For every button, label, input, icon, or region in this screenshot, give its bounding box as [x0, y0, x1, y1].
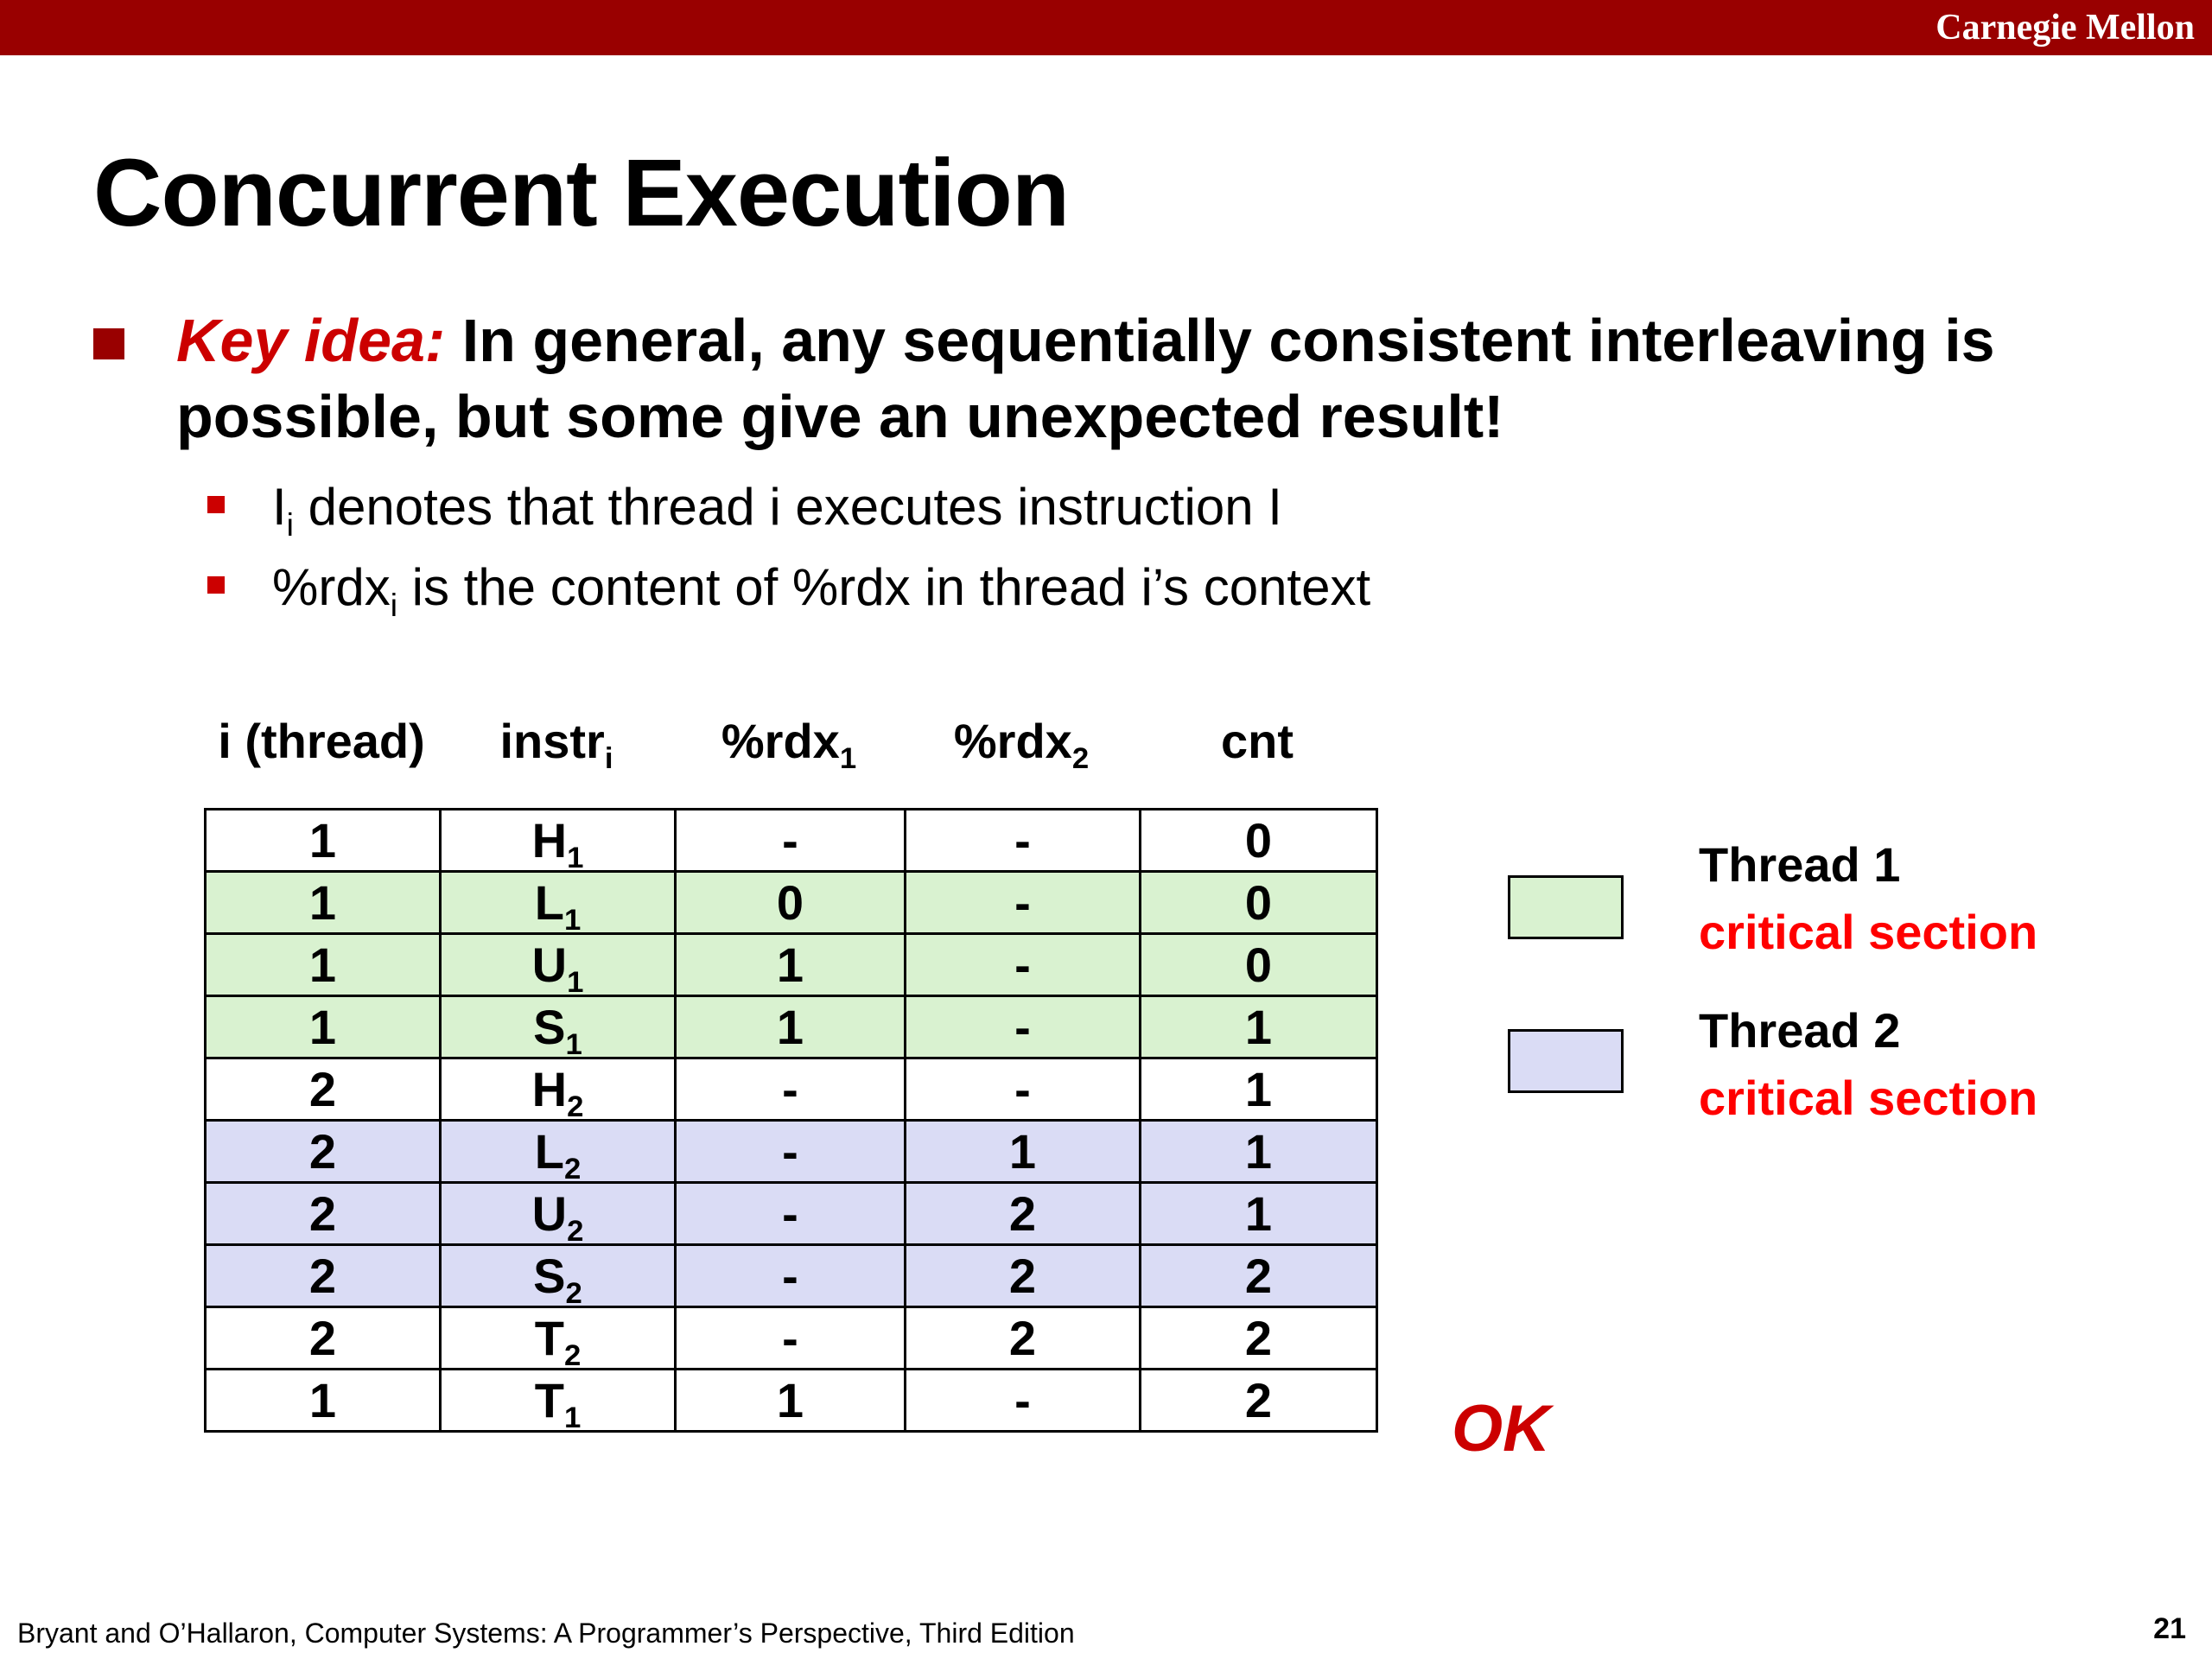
cell-rdx2: -	[906, 872, 1141, 934]
cell-rdx2: -	[906, 934, 1141, 996]
column-header-rdx2: %rdx$_2$	[953, 714, 1090, 776]
cell-instr: $S_2$	[441, 1245, 676, 1307]
cell-instr: $H_1$	[441, 810, 676, 872]
brand-name: Carnegie Mellon	[1936, 8, 2195, 48]
column-header-instr: instr$_i$	[499, 714, 613, 776]
table-row	[206, 810, 1377, 872]
key-idea-text: In general, any sequentially consistent interleaving is possible, but some give an unexpected result!	[176, 307, 1995, 450]
column-header-cnt: cnt	[1221, 714, 1294, 768]
sub-bullet-square-icon	[207, 576, 225, 594]
cell-thread: 1	[206, 872, 441, 934]
cell-thread: 2	[206, 1183, 441, 1245]
cell-rdx1: -	[676, 1307, 906, 1370]
header-bar	[0, 0, 2212, 55]
cell-rdx1: -	[676, 1058, 906, 1121]
sub-bullet-text: $I_i$ denotes that thread i executes instruction I	[272, 478, 1282, 543]
cell-thread: 2	[206, 1245, 441, 1307]
cell-cnt: 1	[1141, 1058, 1377, 1121]
cell-rdx2: -	[906, 996, 1141, 1058]
cell-rdx1: 1	[676, 996, 906, 1058]
cell-instr: $U_2$	[441, 1183, 676, 1245]
cell-rdx1: 1	[676, 1370, 906, 1432]
cell-thread: 1	[206, 934, 441, 996]
cell-cnt: 1	[1141, 1183, 1377, 1245]
legend-swatch-thread1	[1508, 875, 1624, 939]
cell-rdx2: 1	[906, 1121, 1141, 1183]
cell-cnt: 1	[1141, 996, 1377, 1058]
cell-thread: 1	[206, 1370, 441, 1432]
legend-thread1: Thread 1 critical section	[1699, 837, 2038, 959]
cell-rdx1: -	[676, 810, 906, 872]
cell-rdx2: 2	[906, 1245, 1141, 1307]
cell-instr: $U_1$	[441, 934, 676, 996]
cell-cnt: 2	[1141, 1370, 1377, 1432]
legend-swatch-thread2	[1508, 1029, 1624, 1093]
table-row	[206, 1183, 1377, 1245]
cell-thread: 2	[206, 1058, 441, 1121]
interleaving-table	[204, 808, 1378, 1433]
main-bullet-text	[176, 302, 2077, 454]
cell-rdx1: 0	[676, 872, 906, 934]
cell-instr: $T_1$	[441, 1370, 676, 1432]
cell-rdx2: -	[906, 1370, 1141, 1432]
result-ok-label: OK	[1452, 1392, 1550, 1465]
table-row	[206, 1370, 1377, 1432]
cell-cnt: 0	[1141, 810, 1377, 872]
cell-cnt: 0	[1141, 934, 1377, 996]
cell-rdx1: -	[676, 1121, 906, 1183]
bullet-square-icon	[93, 328, 124, 359]
cell-instr: $H_2$	[441, 1058, 676, 1121]
table-row	[206, 996, 1377, 1058]
cell-cnt: 2	[1141, 1307, 1377, 1370]
page-number: 21	[2153, 1612, 2186, 1645]
cell-instr: $T_2$	[441, 1307, 676, 1370]
sub-bullet-square-icon	[207, 496, 225, 513]
cell-cnt: 1	[1141, 1121, 1377, 1183]
cell-rdx1: 1	[676, 934, 906, 996]
cell-thread: 2	[206, 1307, 441, 1370]
cell-thread: 1	[206, 996, 441, 1058]
cell-instr: $L_1$	[441, 872, 676, 934]
footer-citation: Bryant and O’Hallaron, Computer Systems: A Programmer’s Perspective, Third Edition	[17, 1618, 1075, 1649]
cell-thread: 2	[206, 1121, 441, 1183]
cell-instr: $S_1$	[441, 996, 676, 1058]
legend-thread2: Thread 2 critical section	[1699, 1003, 2038, 1125]
cell-rdx1: -	[676, 1183, 906, 1245]
cell-cnt: 0	[1141, 872, 1377, 934]
key-idea-label: Key idea:	[176, 307, 446, 374]
sub-bullet-text: %rdx$_i$ is the content of %rdx in thread i’s context	[272, 558, 1371, 624]
table-row	[206, 872, 1377, 934]
cell-instr: $L_2$	[441, 1121, 676, 1183]
column-header-thread: i (thread)	[218, 714, 425, 768]
table-row	[206, 1121, 1377, 1183]
cell-thread: 1	[206, 810, 441, 872]
cell-cnt: 2	[1141, 1245, 1377, 1307]
cell-rdx2: -	[906, 1058, 1141, 1121]
column-header-rdx1: %rdx$_1$	[721, 714, 857, 776]
table-row	[206, 1058, 1377, 1121]
table-row	[206, 1245, 1377, 1307]
table-row	[206, 1307, 1377, 1370]
table-row	[206, 934, 1377, 996]
cell-rdx2: 2	[906, 1307, 1141, 1370]
cell-rdx2: -	[906, 810, 1141, 872]
cell-rdx1: -	[676, 1245, 906, 1307]
slide-title: Concurrent Execution	[93, 140, 1070, 246]
cell-rdx2: 2	[906, 1183, 1141, 1245]
